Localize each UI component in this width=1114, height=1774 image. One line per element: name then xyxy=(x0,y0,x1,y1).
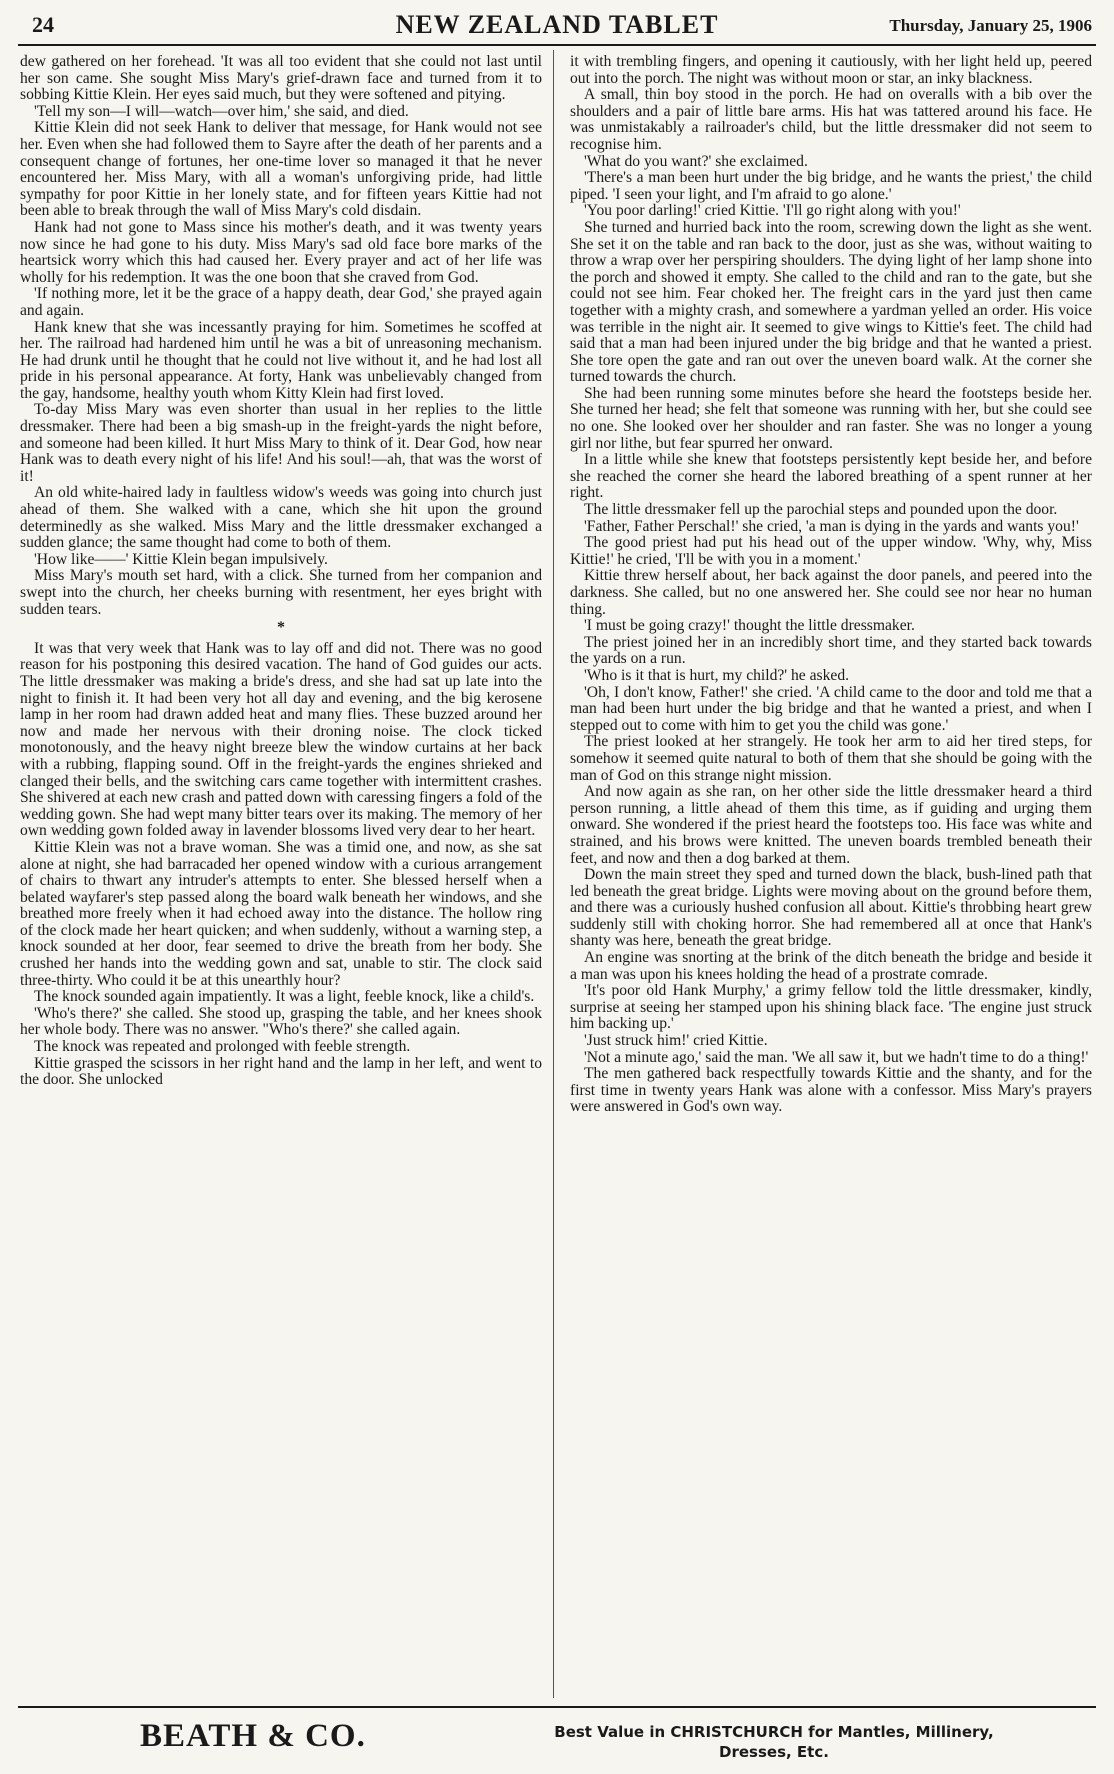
paragraph: 'If nothing more, let it be the grace of a happy death, dear God,' she prayed again and again. xyxy=(20,285,542,319)
paragraph: The knock sounded again impatiently. It was a light, feeble knock, like a child's. xyxy=(34,988,535,1006)
paragraph: 'I must be going crazy!' thought the little dressmaker. xyxy=(584,617,915,635)
paragraph: The priest looked at her strangely. He took her arm to aid her tired steps, for somehow it seemed quite natural to both of them that she should be going with the man of God on this strange night mission. xyxy=(570,733,1092,784)
paragraph: Kittie Klein did not seek Hank to deliver that message, for Hank would not see her. Even when she had followed them to Sayre after the death of her parents and a consequent change of fortunes, her one-time lover so managed it that he never encountered her. Miss Mary, with all a woman's unforgiving pride, had little sympathy for poor Kittie in her lonely state, and for fifteen years Kittie had not been able to break through the wall of Miss Mary's cold disdain. xyxy=(20,119,542,220)
section-separator: * xyxy=(277,619,285,637)
advertisement-tagline-line-2: Dresses, Etc. xyxy=(719,1743,829,1761)
paragraph: It was that very week that Hank was to lay off and did not. There was no good reason for his postponing this desired vacation. The hand of God guides our acts. The little dressmaker was making a bride's dress, and she had sat up late into the night to finish it. It had been very hot all day and evening, and the big kerosene lamp in her room had drawn added heat and many flies. These buzzed around her now and made her nervous with their droning noise. The clock ticked monotonously, and the heavy night breeze blew the window curtains at her back with a rubbing, flapping sound. Off in the freight-yards the engines shrieked and clanged their bells, and the switching cars came together with intermittent crashes. She shivered at each new crash and patted down with caressing fingers a fold of the wedding gown. She had wept many bitter tears over its making. The memory of her own wedding gown folded away in lavender blossoms lived very dear to her heart. xyxy=(20,639,542,840)
paragraph: In a little while she knew that footsteps persistently kept beside her, and before she reached the corner she heard the labored breathing of a spent runner at her right. xyxy=(570,451,1092,502)
paragraph: 'There's a man been hurt under the big bridge, and he wants the priest,' the child piped. 'I seen your light, and I'm afraid to go alone.' xyxy=(570,169,1092,203)
paragraph: 'What do you want?' she exclaimed. xyxy=(584,152,808,170)
advertisement-brand: BEATH & CO. xyxy=(140,1718,366,1754)
paragraph: Miss Mary's mouth set hard, with a click. She turned from her companion and swept into the church, her cheeks burning with resentment, her eyes bright with sudden tears. xyxy=(20,567,542,618)
paragraph: 'Just struck him!' cried Kittie. xyxy=(584,1032,768,1050)
right-column xyxy=(570,54,1092,1694)
paragraph: She had been running some minutes before she heard the footsteps beside her. She turned her head; she felt that someone was running with her, but she could see no one. She looked over her shoulder and ran faster. She was no longer a young girl nor lithe, but fear spurred her onward. xyxy=(570,384,1092,452)
paragraph: To-day Miss Mary was even shorter than usual in her replies to the little dressmaker. There had been a big smash-up in the freight-yards the night before, and someone had been killed. It hurt Miss Mary to think of it. Dear God, how near Hank was to death every night of his life! And his soul!—ah, that was the worst of it! xyxy=(20,401,542,485)
paragraph: Kittie grasped the scissors in her right hand and the lamp in her left, and went to the door. She unlocked xyxy=(20,1054,542,1089)
advertisement-tagline-line-1: Best Value in CHRISTCHURCH for Mantles, Millinery, xyxy=(554,1723,994,1741)
paragraph: 'Not a minute ago,' said the man. 'We all saw it, but we hadn't time to do a thing!' xyxy=(584,1048,1089,1066)
paragraph: An old white-haired lady in faultless widow's weeds was going into church just ahead of them. She walked with a cane, which she hit upon the ground determinedly as she walked. Miss Mary and the little dressmaker exchanged a sudden glance; the same thought had come to both of them. xyxy=(20,484,542,552)
paragraph: 'You poor darling!' cried Kittie. 'I'll go right along with you!' xyxy=(584,202,961,220)
paragraph: 'It's poor old Hank Murphy,' a grimy fellow told the little dressmaker, kindly, surprise at seeing her stamped upon his shining black face. 'The engine just struck him backing up.' xyxy=(570,982,1092,1033)
masthead-title: NEW ZEALAND TABLET xyxy=(395,10,719,39)
paragraph: The men gathered back respectfully towards Kittie and the shanty, and for the first time in twenty years Hank was alone with a confessor. Miss Mary's prayers were answered in God's own way. xyxy=(570,1065,1092,1116)
paragraph: Kittie Klein was not a brave woman. She was a timid one, and now, as she sat alone at night, she had barracaded her opened window with a curious arrangement of chairs to thwart any intruder's attempts to enter. She blessed herself when a belated wayfarer's step passed along the board walk beneath her windows, and she breathed more freely when it had echoed away into the distance. The hollow ring of the clock made her heart quicken; and when suddenly, without a warning step, a knock sounded at her door, fear seemed to drive the breath from her body. She crushed her hands into the wedding gown and sat, unable to stir. The clock said three-thirty. Who could it be at this unearthly hour? xyxy=(20,838,542,989)
paragraph: 'Who is it that is hurt, my child?' he asked. xyxy=(584,666,850,684)
paragraph: An engine was snorting at the brink of the ditch beneath the bridge and beside it a man was upon his knees holding the head of a prostrate comrade. xyxy=(570,949,1092,983)
paragraph: The good priest had put his head out of the upper window. 'Why, why, Miss Kittie!' he cried, 'I'll be with you in a moment.' xyxy=(570,534,1092,568)
paragraph: A small, thin boy stood in the porch. He had on overalls with a bib over the shoulders and a pair of little bare arms. His hat was tattered around his face. He was unmistakably a railroader's child, but the little dressmaker did not seem to recognise him. xyxy=(570,86,1092,153)
paragraph: 'Who's there?' she called. She stood up, grasping the table, and her knees shook her whole body. There was no answer. "Who's there?' she called again. xyxy=(20,1004,542,1039)
paragraph: Hank had not gone to Mass since his mother's death, and it was twenty years now since he had gone to his duty. Miss Mary's sad old face bore marks of the heartsick worry which this had caused her. Every prayer and act of her life was wholly for his redemption. It was the one boon that she craved from God. xyxy=(20,218,542,286)
paragraph: 'How like——' Kittie Klein began impulsively. xyxy=(34,550,328,568)
paragraph: Down the main street they sped and turned down the black, bush-lined path that led beneath the great bridge. Lights were moving about on the ground before them, and there was a curiously hushed confusion all about. Kittie's throbbing heart grew suddenly still with choking horror. She had remembered all at once that Hank's shanty was here, beneath the great bridge. xyxy=(570,866,1092,950)
paragraph: 'Tell my son—I will—watch—over him,' she said, and died. xyxy=(34,102,409,120)
paragraph: 'Oh, I don't know, Father!' she cried. 'A child came to the door and told me that a man had been hurt under the big bridge and that he wanted a priest, and when I stepped out to come with him to get you the child was gone.' xyxy=(570,683,1092,734)
paragraph: Kittie threw herself about, her back against the door panels, and peered into the darkness. She called, but no one answered her. She could see nor hear no human thing. xyxy=(570,567,1092,618)
paragraph: The knock was repeated and prolonged with feeble strength. xyxy=(34,1038,411,1056)
advertisement-tagline xyxy=(494,1722,1054,1762)
paragraph: Hank knew that she was incessantly praying for him. Sometimes he scoffed at her. The railroad had hardened him until he was a bit of unreasoning mechanism. He had drunk until he thought that he could not live without it, and he had lost all pride in his personal appearance. At forty, Hank was unbelievably changed from the gay, handsome, healthy youth whom Kitty Klein had first loved. xyxy=(20,318,542,402)
paragraph: She turned and hurried back into the room, screwing down the light as she went. She set it on the table and ran back to the door, just as she was, without waiting to throw a wrap over her perspiring shoulders. The dying light of her lamp shone into the porch and showed it empty. She called to the child and ran to the gate, but she could not see him. Fear choked her. The freight cars in the yard just then came together with a mighty crash, and somewhere a yardman yelled an order. His voice was terrible in the night air. It seemed to give wings to Kittie's feet. The child had said that a man had been injured under the big bridge and that he wanted a priest. She tore open the gate and ran out over the uneven board walk. At the corner she turned towards the church. xyxy=(570,218,1092,386)
issue-date: Thursday, January 25, 1906 xyxy=(889,16,1092,35)
page-header xyxy=(18,8,1096,46)
left-column xyxy=(20,54,542,1694)
page-number: 24 xyxy=(32,12,54,37)
column-divider xyxy=(553,50,554,1698)
paragraph: The little dressmaker fell up the parochial steps and pounded upon the door. xyxy=(584,501,1058,519)
footer-rule xyxy=(18,1706,1096,1708)
paragraph: And now again as she ran, on her other side the little dressmaker heard a third person running, a little ahead of them this time, as if guiding and urging them onward. She wondered if the priest heard the footsteps too. His face was white and strained, and his brows were knitted. The uneven boards trembled beneath their feet, and now and then a dog barked at them. xyxy=(570,783,1092,867)
paragraph: it with trembling fingers, and opening it cautiously, with her light held up, peered out into the porch. The night was without moon or star, an inky blackness. xyxy=(570,54,1092,87)
paragraph: The priest joined her in an incredibly short time, and they started back towards the yards on a run. xyxy=(570,633,1092,668)
paragraph: 'Father, Father Perschal!' she cried, 'a man is dying in the yards and wants you!' xyxy=(584,517,1079,535)
paragraph: dew gathered on her forehead. 'It was all too evident that she could not last until her son came. She sought Miss Mary's grief-drawn face and turned from it to sobbing Kittie Klein. Her eyes said much, but they were softened and pitying. xyxy=(20,54,542,104)
